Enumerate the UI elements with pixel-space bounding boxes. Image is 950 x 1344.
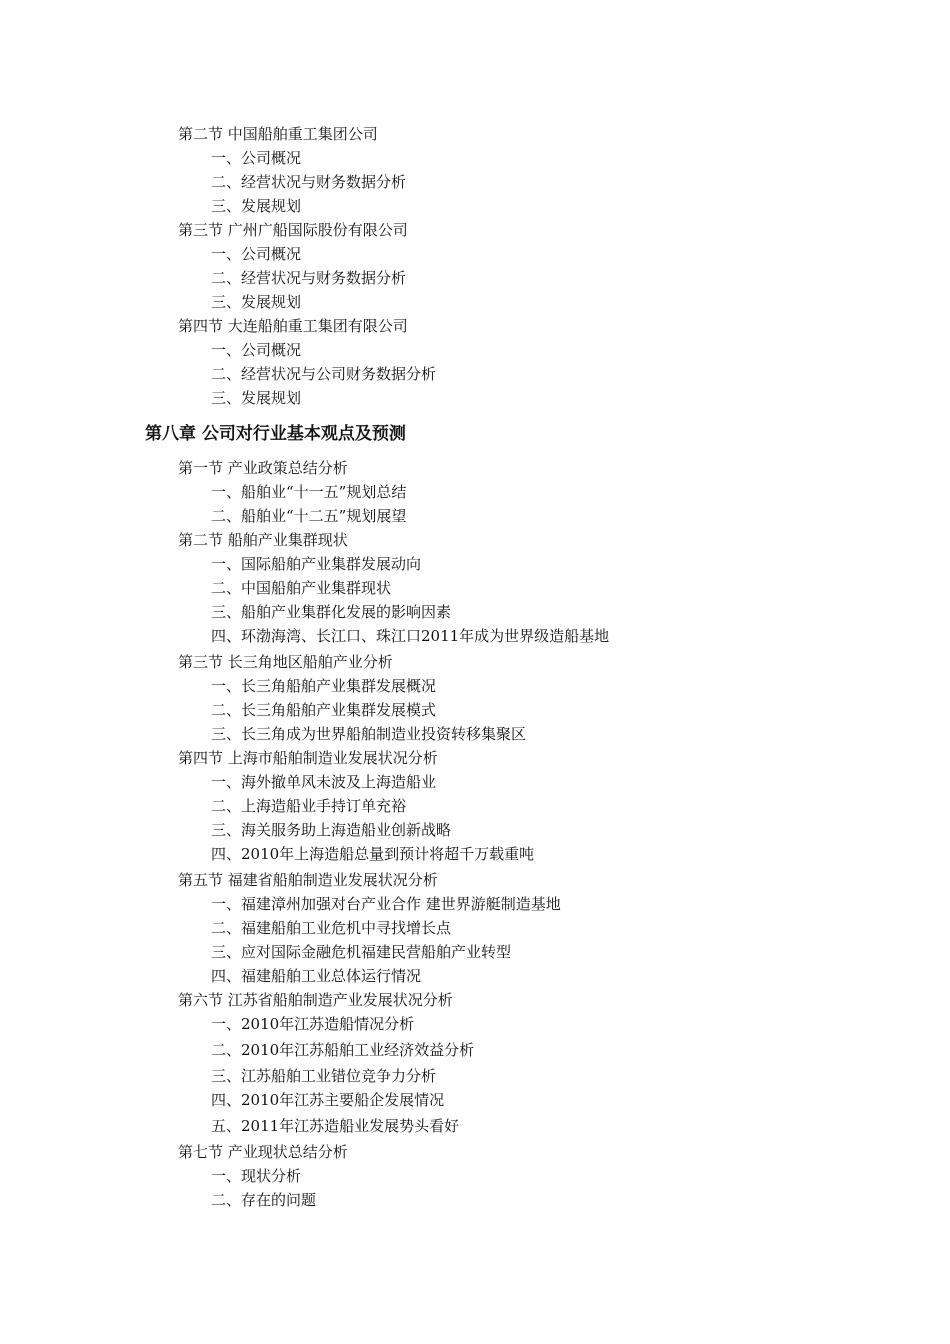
toc-item: 一、公司概况 [211, 149, 302, 167]
toc-item: 四、环渤海湾、长江口、珠江口2011年成为世界级造船基地 [211, 627, 610, 645]
toc-section-title: 第二节 中国船舶重工集团公司 [178, 125, 378, 143]
toc-item: 二、2010年江苏船舶工业经济效益分析 [211, 1041, 475, 1059]
toc-item: 三、长三角成为世界船舶制造业投资转移集聚区 [211, 725, 527, 743]
toc-item: 二、经营状况与公司财务数据分析 [211, 365, 437, 383]
toc-item: 四、2010年上海造船总量到预计将超千万载重吨 [211, 845, 535, 863]
toc-item: 三、发展规划 [211, 197, 302, 215]
toc-item: 三、船舶产业集群化发展的影响因素 [211, 603, 452, 621]
toc-item: 三、发展规划 [211, 293, 302, 311]
toc-section-title: 第三节 广州广船国际股份有限公司 [178, 221, 408, 239]
toc-item: 二、福建船舶工业危机中寻找增长点 [211, 919, 452, 937]
toc-item: 三、应对国际金融危机福建民营船舶产业转型 [211, 943, 512, 961]
toc-item: 一、福建漳州加强对台产业合作 建世界游艇制造基地 [211, 895, 561, 913]
toc-section-title: 第五节 福建省船舶制造业发展状况分析 [178, 871, 438, 889]
toc-section-title: 第四节 大连船舶重工集团有限公司 [178, 317, 408, 335]
toc-item: 二、中国船舶产业集群现状 [211, 579, 392, 597]
toc-section-title: 第三节 长三角地区船舶产业分析 [178, 653, 393, 671]
toc-item: 一、现状分析 [211, 1167, 302, 1185]
toc-item: 一、国际船舶产业集群发展动向 [211, 555, 422, 573]
toc-item: 一、海外撤单风未波及上海造船业 [211, 773, 437, 791]
toc-item: 一、2010年江苏造船情况分析 [211, 1015, 415, 1033]
toc-item: 一、船舶业“十一五”规划总结 [211, 483, 407, 501]
toc-item: 二、上海造船业手持订单充裕 [211, 797, 407, 815]
toc-item: 三、海关服务助上海造船业创新战略 [211, 821, 452, 839]
toc-item: 二、存在的问题 [211, 1191, 317, 1209]
toc-item: 三、江苏船舶工业错位竞争力分析 [211, 1067, 437, 1085]
toc-section-title: 第四节 上海市船舶制造业发展状况分析 [178, 749, 438, 767]
toc-section-title: 第二节 船舶产业集群现状 [178, 531, 348, 549]
toc-item: 一、公司概况 [211, 245, 302, 263]
toc-section-title: 第六节 江苏省船舶制造产业发展状况分析 [178, 991, 453, 1009]
toc-item: 一、长三角船舶产业集群发展概况 [211, 677, 437, 695]
toc-item: 五、2011年江苏造船业发展势头看好 [211, 1117, 460, 1135]
toc-item: 二、船舶业“十二五”规划展望 [211, 507, 407, 525]
toc-section-title: 第七节 产业现状总结分析 [178, 1143, 348, 1161]
toc-item: 二、经营状况与财务数据分析 [211, 173, 407, 191]
toc-chapter-title: 第八章 公司对行业基本观点及预测 [145, 424, 406, 444]
toc-item: 二、长三角船舶产业集群发展模式 [211, 701, 437, 719]
toc-item: 一、公司概况 [211, 341, 302, 359]
toc-item: 四、福建船舶工业总体运行情况 [211, 967, 422, 985]
toc-section-title: 第一节 产业政策总结分析 [178, 459, 348, 477]
toc-item: 四、2010年江苏主要船企发展情况 [211, 1091, 445, 1109]
toc-item: 三、发展规划 [211, 389, 302, 407]
toc-item: 二、经营状况与财务数据分析 [211, 269, 407, 287]
